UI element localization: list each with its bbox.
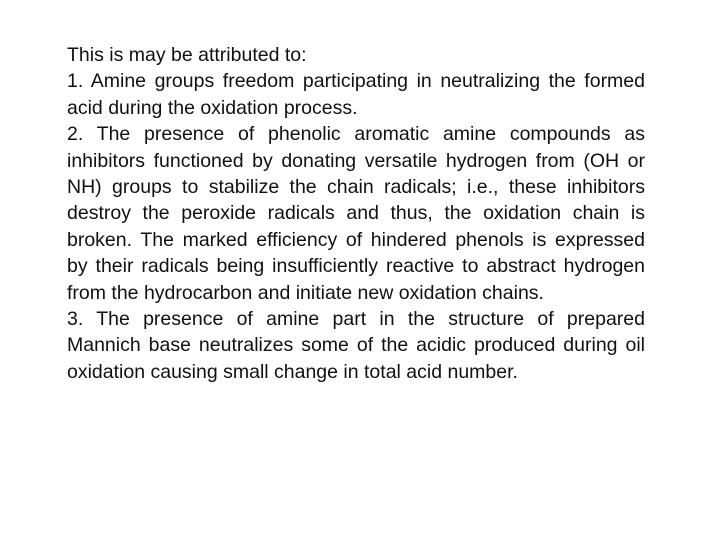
point-1-text: 1. Amine groups freedom participating in neutralizing the formed acid during the oxidation process.	[67, 70, 645, 119]
slide-text-block	[67, 42, 645, 385]
point-2-text: 2. The presence of phenolic aromatic amine compounds as inhibitors functioned by donating versatile hydrogen from (OH or NH) groups to stabilize the chain radicals; i.e., these inhibitors destroy the peroxide radicals and thus, the oxidation chain is broken. The marked efficiency of hindered phenols is expressed by their radicals being insufficiently reactive to abstract hydrogen from the hydrocarbon and initiate new oxidation chains.	[67, 123, 645, 304]
point-3-text: 3. The presence of amine part in the structure of prepared Mannich base neutralizes some of the acidic produced during oil oxidation causing small change in total acid number.	[67, 308, 645, 383]
intro-text: This is may be attributed to:	[67, 44, 307, 66]
